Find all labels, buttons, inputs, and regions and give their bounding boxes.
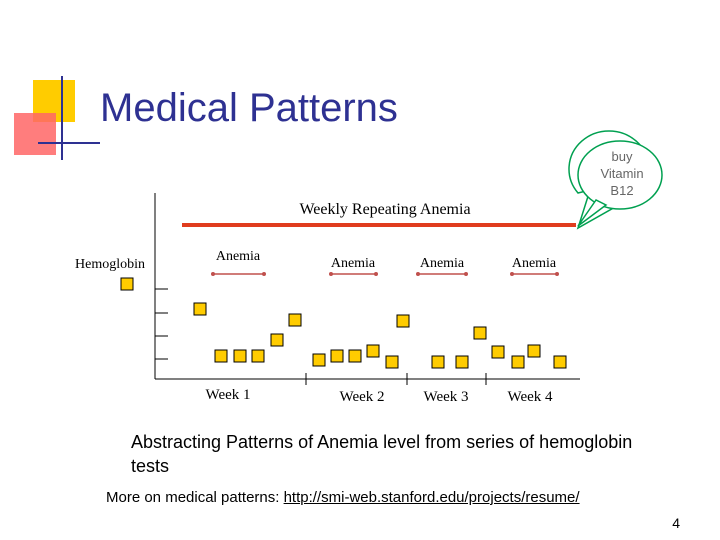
more-info-label: More on medical patterns: <box>106 489 280 506</box>
data-marker <box>234 350 246 362</box>
anemia-interval <box>416 272 468 276</box>
data-marker <box>271 334 283 346</box>
data-marker <box>331 350 343 362</box>
week-label: Week 4 <box>507 389 553 405</box>
anemia-interval <box>510 272 559 276</box>
slide-title: Medical Patterns <box>100 86 398 130</box>
data-marker <box>512 356 524 368</box>
anemia-label: Anemia <box>330 256 376 271</box>
data-marker <box>397 315 409 327</box>
anemia-label: Anemia <box>215 249 261 264</box>
anemia-label: Anemia <box>419 256 465 271</box>
week-label: Week 3 <box>423 389 469 405</box>
data-marker <box>432 356 444 368</box>
data-marker <box>528 345 540 357</box>
resume-project-link[interactable]: http://smi-web.stanford.edu/projects/resume/ <box>283 489 580 506</box>
slide-caption: Abstracting Patterns of Anemia level from series of hemoglobin tests <box>131 432 633 476</box>
callout-line: Vitamin <box>600 166 644 181</box>
legend-marker <box>121 278 133 290</box>
data-marker <box>367 345 379 357</box>
data-marker <box>252 350 264 362</box>
anemia-interval <box>211 272 266 276</box>
data-marker <box>215 350 227 362</box>
y-axis-ticks <box>155 289 168 359</box>
anemia-interval <box>329 272 378 276</box>
pattern-label: Weekly Repeating Anemia <box>299 201 471 218</box>
data-marker <box>349 350 361 362</box>
week-label: Week 1 <box>205 387 251 403</box>
slide-number: 4 <box>672 515 680 531</box>
data-marker <box>492 346 504 358</box>
more-info <box>106 489 580 506</box>
hemoglobin-markers <box>121 278 566 368</box>
week-label: Week 2 <box>339 389 385 405</box>
anemia-intervals <box>211 272 559 276</box>
data-marker <box>194 303 206 315</box>
y-axis-label: Hemoglobin <box>75 257 145 272</box>
data-marker <box>289 314 301 326</box>
callout-text <box>592 148 652 199</box>
data-marker <box>456 356 468 368</box>
anemia-label: Anemia <box>511 256 557 271</box>
data-marker <box>313 354 325 366</box>
callout-line: B12 <box>610 183 634 198</box>
data-marker <box>554 356 566 368</box>
data-marker <box>474 327 486 339</box>
callout-line: buy <box>611 149 633 164</box>
data-marker <box>386 356 398 368</box>
